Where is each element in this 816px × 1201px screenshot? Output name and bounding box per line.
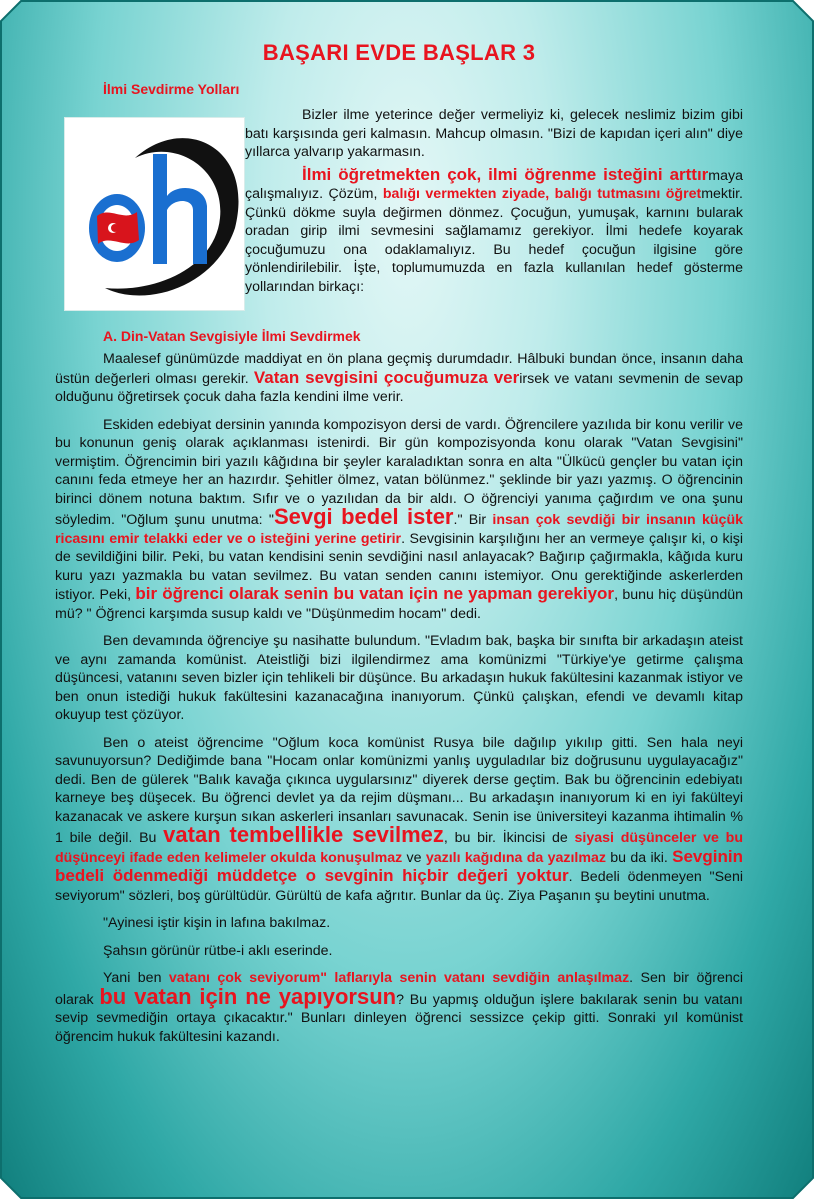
subtitle: İlmi Sevdirme Yolları <box>103 81 240 97</box>
page-title: BAŞARI EVDE BAŞLAR 3 <box>262 40 536 65</box>
paragraph: Yani ben vatanı çok seviyorum" laflarıyla senin vatanı sevdiğin anlaşılmaz. Sen bir öğrenci olarak bu vatan için ne yapıyorsun? Bu yapmış olduğun işlere bakılarak senin bu vatanı sevip sevmediğin ortaya çıkacaktır." Bunları dinleyen öğrenci sessizce çekip gitti. Sonraki yıl komünist öğrencim hukuk fakültesini kazandı. <box>55 970 744 1045</box>
section-heading: A. Din-Vatan Sevgisiyle İlmi Sevdirmek <box>103 328 361 344</box>
paragraph: Eskiden edebiyat dersinin yanında kompozisyon dersi de vardı. Öğrencilere yazılıda bir konu verilir ve bu konunun geniş olarak açıklanması istenirdi. Bir gün kompozisyonda konu olarak "Vatan Sevgisini" vermiştim. Öğrencimin biri yazılı kâğıdına bir şeyler karaladıktan sonra en alta "Ülkücü gençler bu vatan için canını feda etmeye her an hazırdır. Şehitler ölmez, vatan bölünmez." şeklinde bir yazı yazmış. O öğrencinin birinci dönem notuna baktım. Sıfır ve o yazılıdan da bir aldı. O öğrenciyi yanıma çağırdım ve ona şunu söyledim. "Oğlum şunu unutma: "Sevgi bedel ister." Bir insan çok sevdiği bir insanın küçük ricasını emir telakki eder ve o isteğini yerine getirir. Sevgisinin karşılığını her an vermeye çalışır ki, o kişi de sevildiğini bilir. Peki, bu vatan kendisini senin sevdiğini nasıl anlayacak? Bağırıp çağırmakla, kâğıda kuru kuru yazı yazmakla bu vatan sevilmez. Bu vatan senden canını istemiyor. Onu gerektiğinde askerlerden istiyor. Peki, bir öğrenci olarak senin bu vatan için ne yapman gerekiyor, bunu hiç düşündün mü? " Öğrenci karşımda susup kaldı ve "Düşünmedim hocam" dedi. <box>55 416 743 622</box>
intro-paragraph: Bizler ilme yeterince değer vermeliyiz ki, gelecek neslimiz bizim gibi batı karşısında geri kalmasın. Mahcup olmasın. "Bizi de kapıdan içeri alın" diye yıllarca yalvarıp yakarmasın. <box>245 107 743 160</box>
logo-image <box>65 118 244 310</box>
verse-line-2: Şahsın görünür rütbe-i aklı eserinde. <box>103 942 333 959</box>
paragraph: Ben devamında öğrenciye şu nasihatte bulundum. "Evladım bak, başka bir sınıfta bir arkadaşın ateist ve aynı zamanda komünist. Ateistliği bizi ilgilendirmez ama komünizmi "Türkiye'ye getirme çalışma düşüncesi, vatanını seven bizler için tehlikeli bir düşünce. Bu arkadaşın hukuk fakültesini kazanmak istiyor ve ben onun istediği hukuk fakültesini kazanacağına inanıyorum. Çünkü çalışkan, efendi ve devamlı kitap okuyup test çözüyor. <box>55 633 743 723</box>
paragraph: Maalesef günümüzde maddiyat en ön plana geçmiş durumdadır. Hâlbuki bundan önce, insanın daha üstün değerleri olması gerekir. Vatan sevgisini çocuğumuza verirsek ve vatanı sevmenin de sevap olduğunu öğretirsek çocuk daha fazla kendini ilme verir. <box>55 351 743 405</box>
school-logo <box>64 117 245 311</box>
intro-text <box>245 106 743 300</box>
paragraph: Ben o ateist öğrencime "Oğlum koca komünist Rusya bile dağılıp yıkılıp gitti. Sen hala neyi savunuyorsun? Dediğimde bana "Hocam onlar komünizmi yanlış uyguladılar biz doğrusunu uygulayacağız" dedi. Ben de gülerek "Balık kavağa çıkınca uygularsınız" diyerek derse geçtim. Bak bu öğrencinin edebiyatı karneye beş düşecek. Bu öğrenci devlet ya da rejim düşmanı... Bu arkadaşın inanıyorum ki en iyi fakülteyi kazanacak ve askere kurşun sıkan askerleri insanları savunacak. Senin ise üniversiteyi kazanma ihtimalin % 1 bile değil. Bu vatan tembellikle sevilmez, bu bir. İkincisi de siyasi düşünceler ve bu düşünceyi ifade eden kelimeler okulda konuşulmaz ve yazılı kağıdına da yazılmaz bu da iki. Sevginin bedeli ödenmediği müddetçe o sevginin hiçbir değeri yoktur. Bedeli ödenmeyen "Seni seviyorum" sözleri, boş gürültüdür. Gürültü de kafa ağrıtır. Bunlar da üç. Ziya Paşanın şu beytini unutma. <box>55 734 743 904</box>
intro-paragraph-2: İlmi öğretmekten çok, ilmi öğrenme isteğini arttırmaya çalışmalıyız. Çözüm, balığı vermekten ziyade, balığı tutmasını öğretmektir. Çünkü dökme suyla değirmen dönmez. Çocuğun, yumuşak, karnını bularak oradan girip ilmi sevmesini sağlamamız gerekiyor. İlmi hedefe koyarak çocuğumuzu ona odaklamalıyız. Bu hedef çocuğun ilgisine göre yönlendirilebilir. İşte, toplumumuzda en fazla kullanılan hedef gösterme yollarından birkaçı: <box>245 164 743 295</box>
body-text <box>55 350 743 1055</box>
verse-line-1: "Ayinesi iştir kişin in lafına bakılmaz. <box>103 915 331 931</box>
